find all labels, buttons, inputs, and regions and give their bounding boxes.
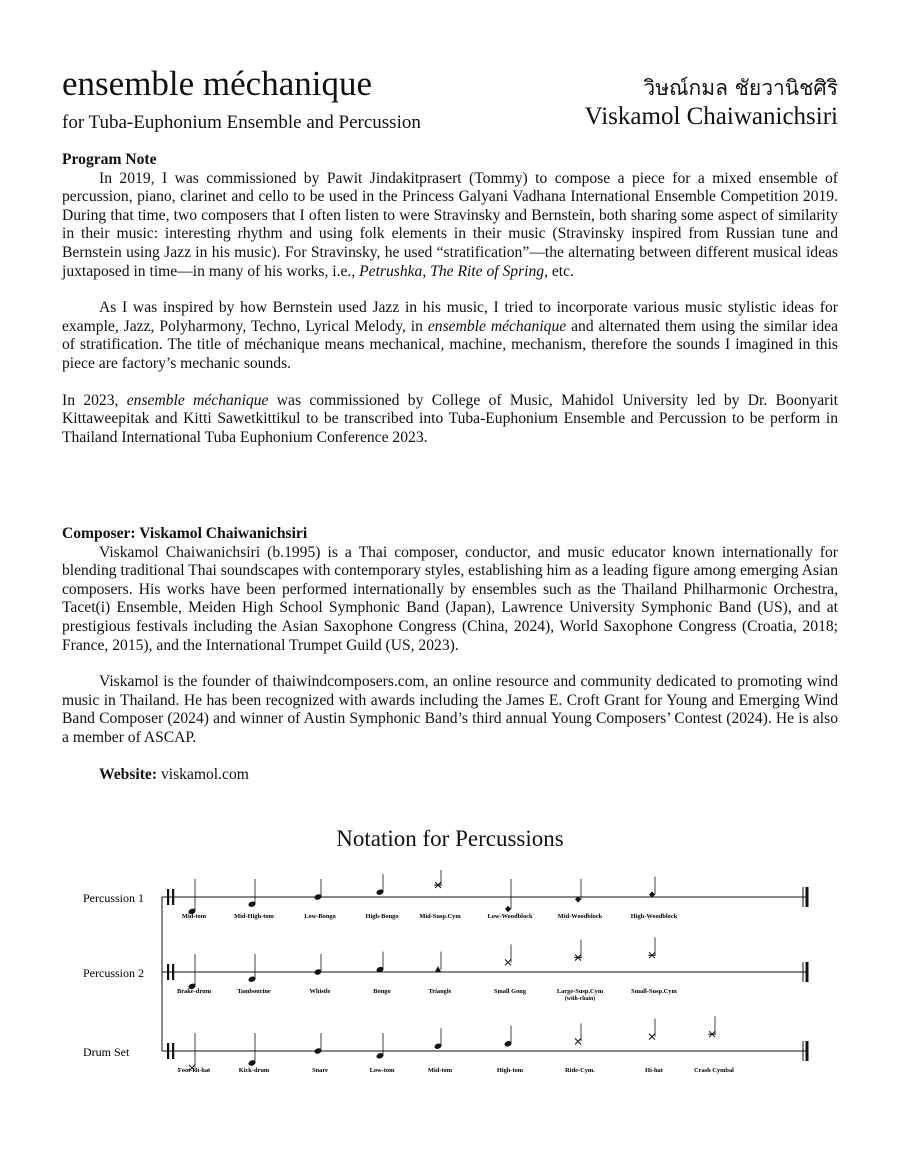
staff-row — [83, 937, 809, 1002]
instrument-label: Low-Bongo — [304, 913, 336, 920]
notation-title: Notation for Percussions — [336, 826, 564, 851]
note — [314, 1033, 323, 1055]
composer-name: Viskamol Chaiwanichsiri — [584, 103, 838, 130]
percussion-notation — [0, 870, 900, 1080]
note — [575, 1023, 581, 1044]
note — [248, 1033, 257, 1067]
note — [574, 940, 582, 961]
staff-label: Percussion 1 — [83, 891, 144, 905]
percussion-clef-bar — [172, 964, 174, 980]
bio-heading: Composer: Viskamol Chaiwanichsiri — [62, 525, 308, 542]
note — [575, 879, 581, 903]
instrument-label: Large-Susp.Cym — [556, 988, 604, 995]
instrument-label: Mid-High-tom — [234, 913, 274, 920]
composer-thai-name: วิษณ์กมล ชัยวานิชศิริ — [643, 76, 838, 100]
note — [648, 937, 656, 958]
program-note-paragraph-1: In 2019, I was commissioned by Pawit Jindakitprasert (Tommy) to compose a piece for a mixed ensemble of percussion, piano, clarinet and cello to be used in the Princess Galyani Vadhana International Ensemble Competition 2019. During that time, two composers that I often listen to were Stravinsky and Bernstein, both sharing some aspect of similarity in their music: interesting rhythm and using folk elements in their music (Stravinsky inspired from Russian tune and Bernstein using Jazz in his music). For Stravinsky, he used “stratification”—the alternating between different musical ideas juxtaposed in time—in many of his works, i.e., Petrushka, The Rite of Spring, etc. — [62, 169, 838, 280]
note — [248, 879, 257, 908]
note — [189, 1033, 195, 1071]
instrument-label: Ride-Cym. — [565, 1067, 595, 1074]
program-note-paragraph-3: In 2023, ensemble méchanique was commissioned by College of Music, Mahidol University led by Dr. Boonyarit Kittaweepitak and Kitti Sawetkittikul to be transcribed into Tuba-Euphonium Ensemble and Percussion to be perform in Thailand International Tuba Euphonium Conference 2023. — [62, 391, 838, 446]
note — [376, 952, 385, 974]
percussion-clef-bar — [167, 889, 169, 905]
website-line — [99, 766, 838, 785]
staff-row — [83, 1016, 809, 1074]
notehead — [505, 959, 511, 965]
instrument-label: Mid-Woodblock — [557, 913, 603, 920]
website-label: Website: — [99, 765, 158, 783]
website-link[interactable]: viskamol.com — [160, 765, 249, 783]
final-barline — [806, 1041, 809, 1061]
note — [649, 1019, 655, 1040]
percussion-clef-bar — [167, 1043, 169, 1059]
instrument-label: Bongo — [373, 988, 391, 995]
instrument-label: High-tom — [496, 1067, 524, 1074]
instrument-label: High-Bongo — [365, 913, 399, 920]
program-note-heading: Program Note — [62, 151, 157, 168]
instrument-label: (with-chain) — [564, 996, 596, 1002]
final-barline — [806, 887, 809, 907]
staff-label: Percussion 2 — [83, 966, 144, 980]
percussion-clef-bar — [172, 889, 174, 905]
bio-paragraph-2: Viskamol is the founder of thaiwindcomposers.com, an online resource and community dedicated to promoting wind music in Thailand. He has been recognized with awards including the James E. Croft Grant for Young and Emerging Wind Band Composer (2024) and winner of Austin Symphonic Band’s third annual Young Composers’ Contest (2024). He is also a member of ASCAP. — [62, 673, 838, 746]
instrument-label: Brake-drum — [176, 988, 212, 995]
note — [376, 1033, 385, 1059]
instrument-label: Small Gong — [493, 988, 527, 995]
instrument-label: Kick-drum — [238, 1067, 270, 1074]
instrument-label: Snare — [312, 1067, 328, 1074]
percussion-clef-bar — [172, 1043, 174, 1059]
notehead — [649, 1034, 655, 1040]
instrument-label: Mid-tom — [181, 913, 207, 920]
note — [505, 944, 511, 965]
instrument-label: High-Woodblock — [630, 913, 678, 920]
notehead — [435, 966, 441, 972]
piece-title: ensemble méchanique — [62, 64, 373, 103]
instrument-label: Whistle — [309, 988, 331, 995]
final-barline — [806, 962, 809, 982]
note — [505, 879, 511, 912]
staff-row — [83, 870, 809, 920]
note — [504, 1026, 513, 1048]
instrument-label: Crash Cymbal — [694, 1067, 734, 1074]
instrument-label: Low-Woodblock — [487, 913, 533, 920]
note — [434, 1028, 443, 1050]
notehead — [505, 906, 511, 912]
instrument-label: Tambourine — [237, 988, 271, 995]
instrument-label: Small-Susp.Cym — [631, 988, 677, 995]
program-note-paragraph-2: As I was inspired by how Bernstein used Jazz in his music, I tried to incorporate various music stylistic ideas for example, Jazz, Polyharmony, Techno, Lyrical Melody, in ensemble méchanique and alternated them using the similar idea of stratification. The title of méchanique means mechanical, machine, mechanism, therefore the sounds I imagined in this piece are factory’s mechanic sounds. — [62, 299, 838, 372]
note — [435, 952, 441, 973]
bio-paragraph-1: Viskamol Chaiwanichsiri (b.1995) is a Thai composer, conductor, and music educator known internationally for blending traditional Thai soundscapes with contemporary styles, establishing him as a leading figure among emerging Asian composers. His works have been performed internationally by ensembles such as the Thailand Philharmonic Orchestra, Tacet(i) Ensemble, Meiden High School Symphonic Band (Japan), Lawrence University Symphonic Band (US), and at prestigious festivals including the Asian Saxophone Congress (China, 2024), World Saxophone Congress (Croatia, 2018; France, 2015), and the International Trumpet Guild (US, 2023). — [62, 543, 838, 654]
note — [708, 1016, 716, 1037]
staff-label: Drum Set — [83, 1045, 130, 1059]
composer-bio — [62, 525, 838, 784]
program-note — [62, 151, 838, 447]
note — [434, 870, 442, 888]
instrument-label: Mid-Susp.Cym — [419, 913, 461, 920]
note — [314, 879, 323, 901]
note — [649, 877, 655, 898]
percussion-clef-bar — [167, 964, 169, 980]
note — [376, 874, 385, 896]
note — [248, 954, 257, 983]
instrument-label: Low-tom — [369, 1067, 395, 1074]
instrument-label: Hi-hat — [645, 1067, 663, 1074]
note — [314, 954, 323, 976]
instrument-label: Triangle — [428, 988, 452, 995]
instrument-label: Mid-tom — [427, 1067, 453, 1074]
piece-subtitle: for Tuba-Euphonium Ensemble and Percussion — [62, 112, 421, 133]
notehead — [575, 1038, 581, 1044]
instrument-label: Foot-Hi-hat — [177, 1067, 211, 1074]
